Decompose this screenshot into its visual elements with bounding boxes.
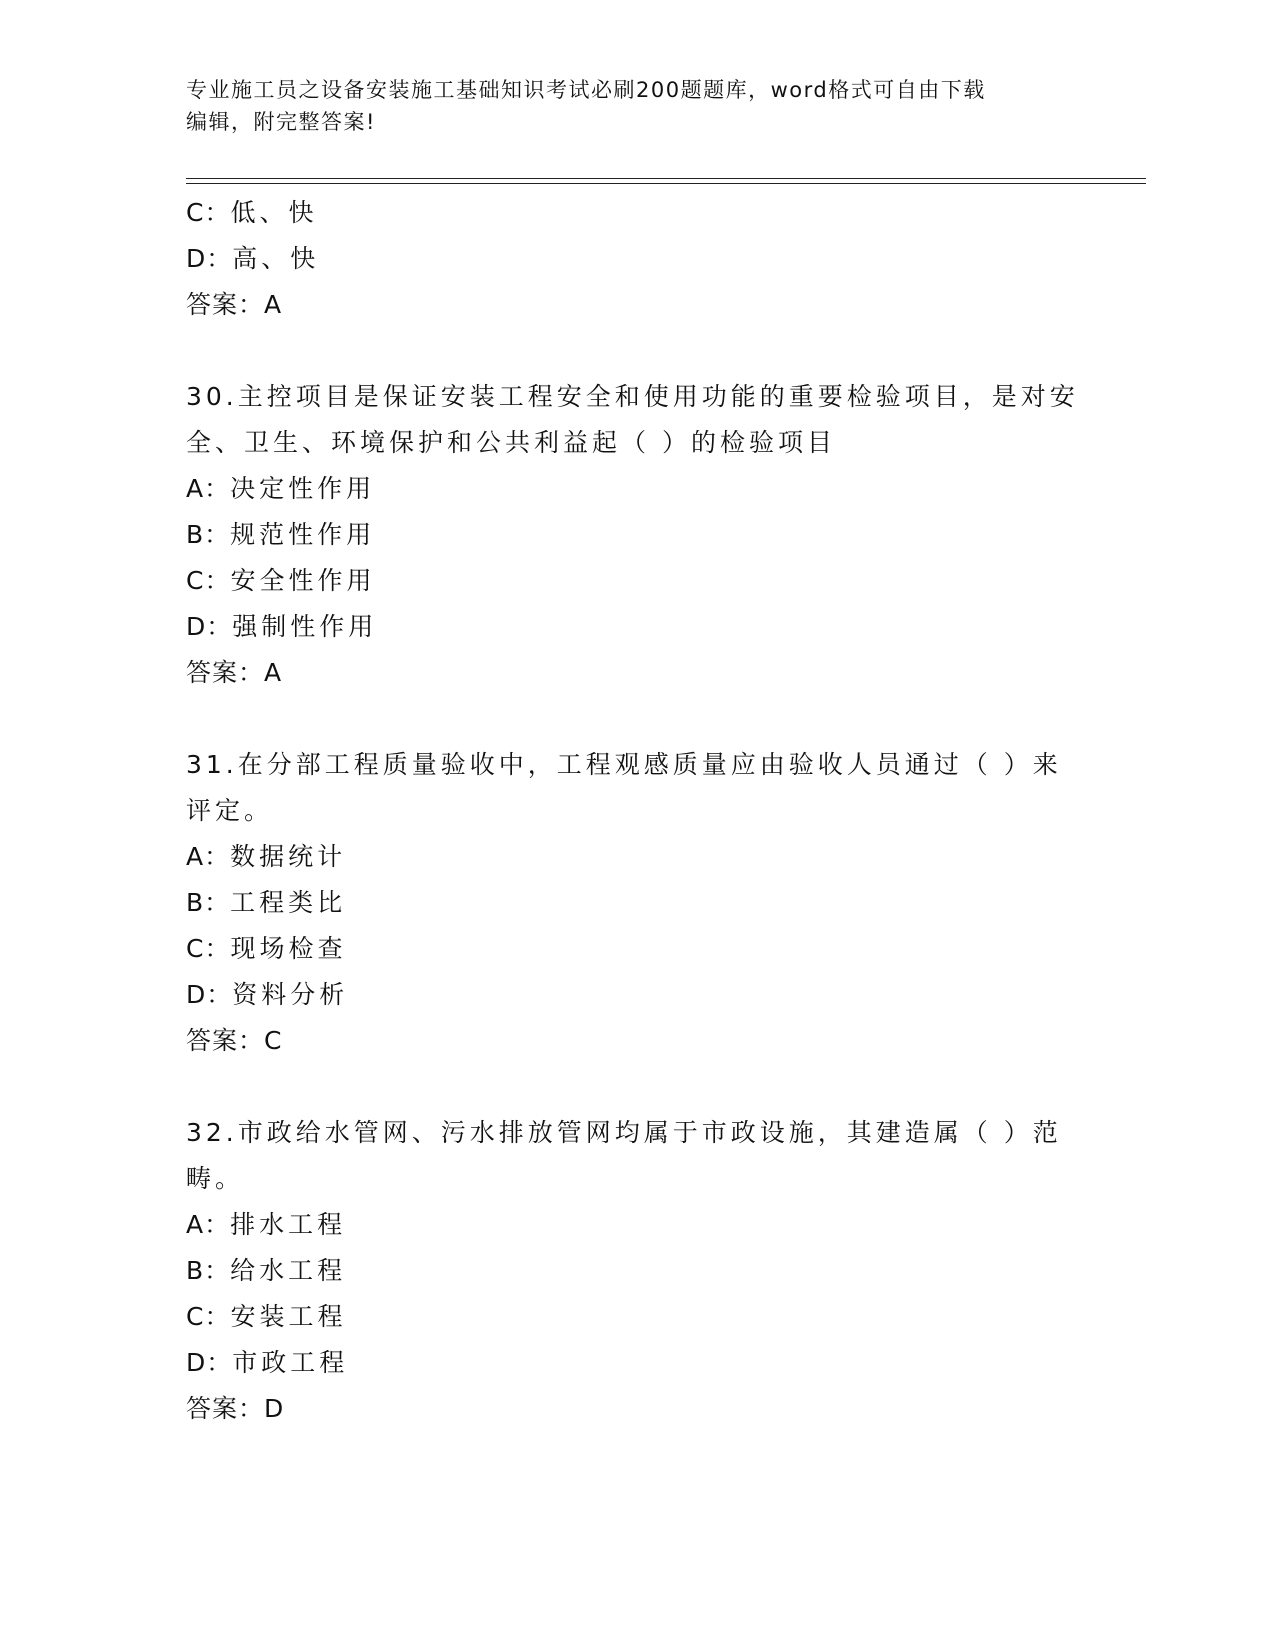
option-text: 排水工程: [230, 1210, 347, 1239]
header-title-line-1: 专业施工员之设备安装施工基础知识考试必刷200题题库，word格式可自由下载: [186, 78, 986, 102]
question-32: [186, 1110, 1086, 1432]
option-key: D：: [186, 612, 233, 641]
option-c: [186, 558, 1086, 604]
option-b: [186, 880, 1086, 926]
answer-value: C: [264, 1026, 285, 1055]
spacer: [186, 1064, 1086, 1110]
option-a: [186, 466, 1086, 512]
option-key: C：: [186, 1302, 231, 1331]
question-text-line-2: 评定。: [186, 796, 274, 825]
option-key: D：: [186, 244, 233, 273]
option-key: C：: [186, 566, 231, 595]
spacer: [186, 696, 1086, 742]
answer-value: D: [264, 1394, 287, 1423]
option-key: D：: [186, 1348, 233, 1377]
answer-value: A: [264, 290, 285, 319]
option-key: B：: [186, 520, 231, 549]
header-title-line-2: 编辑，附完整答案!: [186, 110, 376, 134]
option-key: B：: [186, 888, 231, 917]
option-text: 规范性作用: [230, 520, 376, 549]
option-text: 安装工程: [230, 1302, 347, 1331]
option-text: 市政工程: [232, 1348, 349, 1377]
option-text: 安全性作用: [230, 566, 376, 595]
option-c: [186, 926, 1086, 972]
option-text: 现场检查: [230, 934, 347, 963]
answer-line: [186, 1386, 1086, 1432]
question-text-line-1: 30.主控项目是保证安装工程安全和使用功能的重要检验项目，是对安: [186, 382, 1079, 411]
answer-label: 答案：: [186, 1026, 265, 1055]
question-text-line-2: 畴。: [186, 1164, 245, 1193]
option-b: [186, 1248, 1086, 1294]
option-key: C：: [186, 198, 231, 227]
option-d: [186, 604, 1086, 650]
question-content: [186, 190, 1086, 1432]
header-divider-top: [186, 178, 1146, 179]
answer-line: [186, 650, 1086, 696]
option-b: [186, 512, 1086, 558]
question-31: [186, 742, 1086, 1064]
option-text: 数据统计: [230, 842, 347, 871]
option-key: C：: [186, 934, 231, 963]
option-d: [186, 236, 1086, 282]
answer-line: [186, 282, 1086, 328]
answer-value: A: [264, 658, 285, 687]
option-a: [186, 834, 1086, 880]
spacer: [186, 328, 1086, 374]
continued-question: [186, 190, 1086, 328]
answer-label: 答案：: [186, 658, 265, 687]
answer-label: 答案：: [186, 290, 265, 319]
question-text-line-2: 全、卫生、环境保护和公共利益起（ ）的检验项目: [186, 428, 836, 457]
option-text: 工程类比: [230, 888, 347, 917]
answer-line: [186, 1018, 1086, 1064]
option-text: 决定性作用: [230, 474, 376, 503]
answer-label: 答案：: [186, 1394, 265, 1423]
option-key: A：: [186, 1210, 231, 1239]
option-text: 高、快: [232, 244, 320, 273]
option-text: 资料分析: [232, 980, 349, 1009]
header-divider-bottom: [186, 183, 1146, 184]
question-text-line-1: 32.市政给水管网、污水排放管网均属于市政设施，其建造属（ ）范: [186, 1118, 1062, 1147]
option-d: [186, 972, 1086, 1018]
option-text: 低、快: [230, 198, 318, 227]
page-header: [186, 74, 1066, 138]
option-a: [186, 1202, 1086, 1248]
option-key: B：: [186, 1256, 231, 1285]
option-key: D：: [186, 980, 233, 1009]
question-text-line-1: 31.在分部工程质量验收中，工程观感质量应由验收人员通过（ ）来: [186, 750, 1062, 779]
option-key: A：: [186, 842, 231, 871]
option-key: A：: [186, 474, 231, 503]
option-d: [186, 1340, 1086, 1386]
option-text: 强制性作用: [232, 612, 378, 641]
option-c: [186, 1294, 1086, 1340]
option-text: 给水工程: [230, 1256, 347, 1285]
question-30: [186, 374, 1086, 696]
option-c: [186, 190, 1086, 236]
